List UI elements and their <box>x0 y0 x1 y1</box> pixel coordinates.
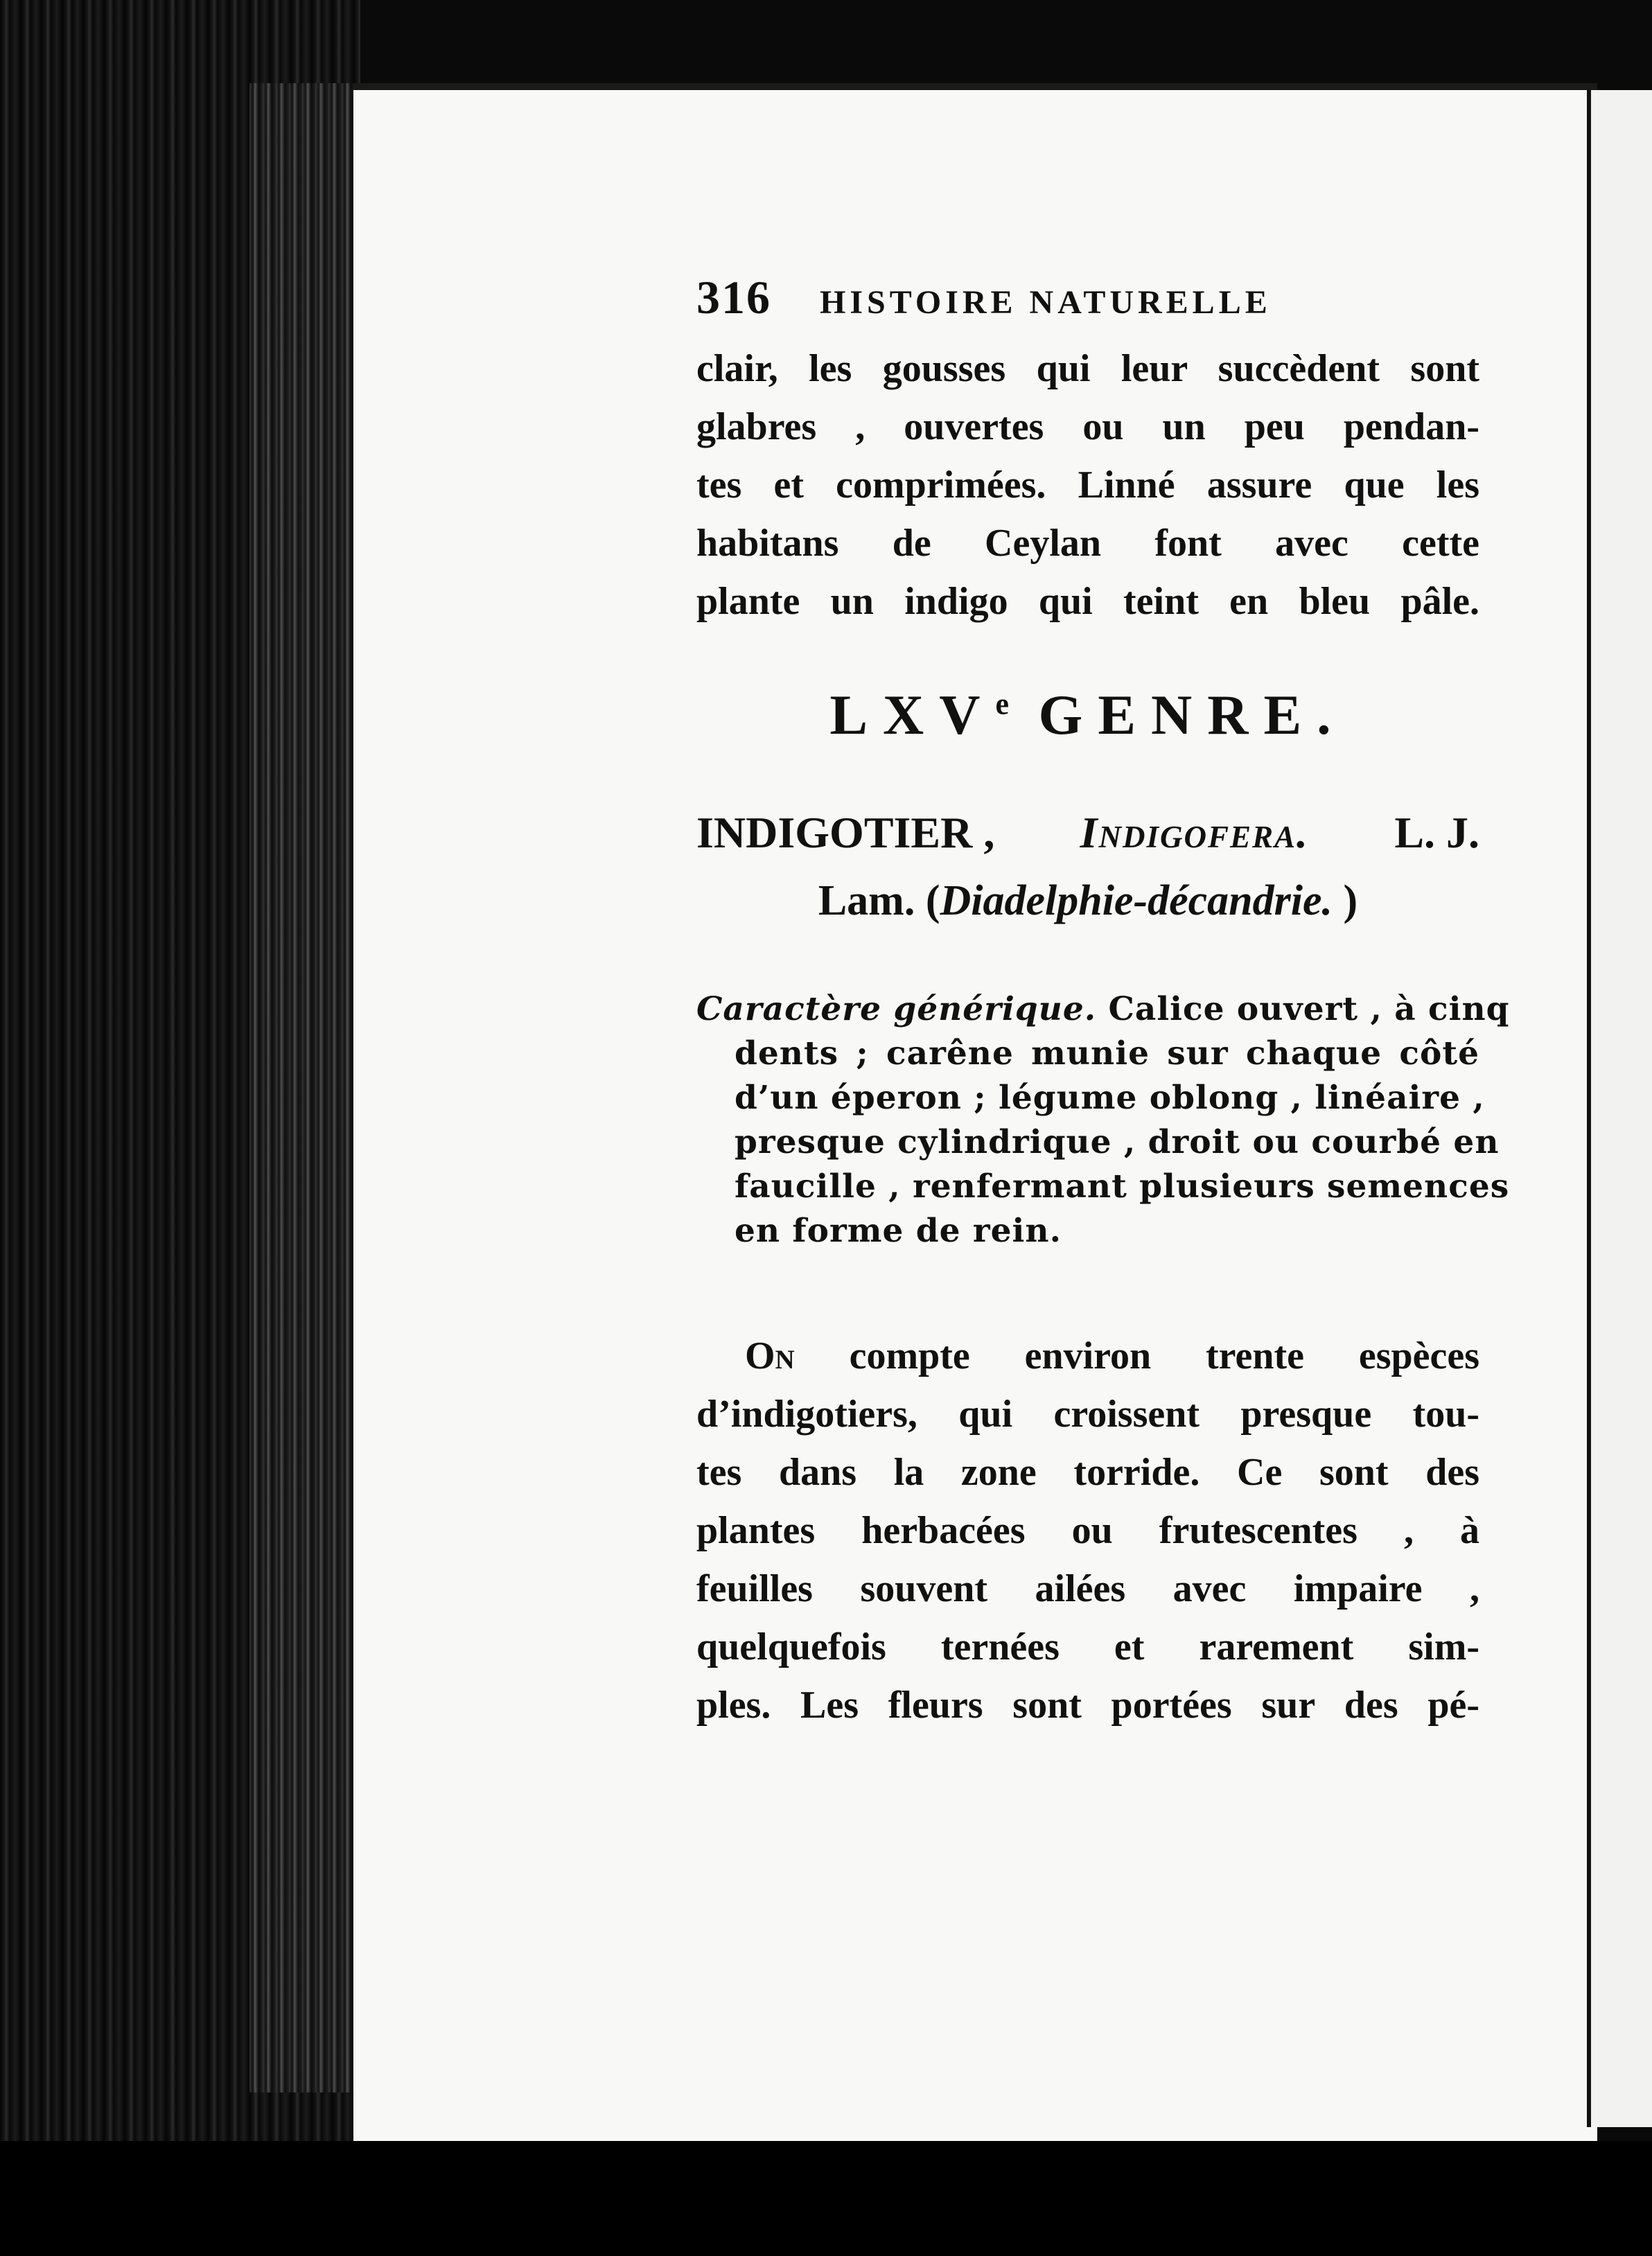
text-line: plantes herbacées ou frutescentes , à <box>696 1509 1479 1552</box>
genus-french-name: INDIGOTIER , <box>696 808 995 857</box>
text-line: ples. Les fleurs sont portées sur des pé- <box>696 1684 1479 1727</box>
genre-number-suffix: e <box>995 687 1010 721</box>
text-line: habitans de Ceylan font avec cette <box>696 522 1479 565</box>
text-line <box>696 1327 1479 1385</box>
text-line: d’un éperon ; légume oblong , linéaire , <box>735 1079 1485 1117</box>
text-line: presque cylindrique , droit ou courbé en <box>735 1123 1500 1161</box>
genus-classification: Diadelphie-décandrie. <box>940 877 1333 924</box>
generic-character-block <box>696 987 1510 1253</box>
genre-word: GENRE. <box>1038 683 1346 746</box>
page-stack-edge <box>249 83 353 2092</box>
text-line: feuilles souvent ailées avec impaire , <box>696 1567 1479 1610</box>
character-first-line: Calice ouvert , à cinq <box>1096 990 1510 1028</box>
text-line: plante un indigo qui teint en bleu pâle. <box>696 580 1479 623</box>
genus-latin-name: Indigofera. <box>1080 808 1310 857</box>
dropcap-word: On <box>745 1334 795 1377</box>
text-line <box>696 987 1510 1032</box>
description-paragraph <box>696 1327 1479 1734</box>
running-head: HISTOIRE NATURELLE <box>820 284 1272 321</box>
text-line: glabres , ouvertes ou un peu pendan- <box>696 405 1479 448</box>
scan-bottom-border <box>0 2141 1652 2256</box>
genus-authors-2: Lam. ( <box>818 877 940 924</box>
text-line: tes et comprimées. Linné assure que les <box>696 464 1479 506</box>
genus-title <box>696 807 1479 858</box>
text-line: dents ; carêne munie sur chaque côté <box>735 1034 1479 1073</box>
next-leaf-edge <box>1587 90 1652 2127</box>
text-line: clair, les gousses qui leur succèdent sont <box>696 347 1479 390</box>
text-line: d’indigotiers, qui croissent presque tou- <box>696 1393 1479 1436</box>
text-line: tes dans la zone torride. Ce sont des <box>696 1451 1479 1494</box>
genus-close-paren: ) <box>1333 877 1358 924</box>
genus-authors: L. J. <box>1394 808 1479 857</box>
genus-subtitle <box>696 876 1479 926</box>
first-line-rest: compte environ trente espèces <box>794 1334 1479 1377</box>
character-label: Caractère générique. <box>696 990 1097 1028</box>
genre-number: LXV <box>829 683 996 746</box>
text-line: faucille , renfermant plusieurs semences <box>735 1167 1510 1206</box>
genre-heading <box>696 682 1479 748</box>
page-header <box>696 270 1479 325</box>
paragraph-continued <box>696 340 1479 631</box>
page-number: 316 <box>696 271 771 324</box>
text-line: quelquefois ternées et rarement sim- <box>696 1625 1479 1668</box>
text-line: en forme de rein. <box>735 1212 1062 1250</box>
